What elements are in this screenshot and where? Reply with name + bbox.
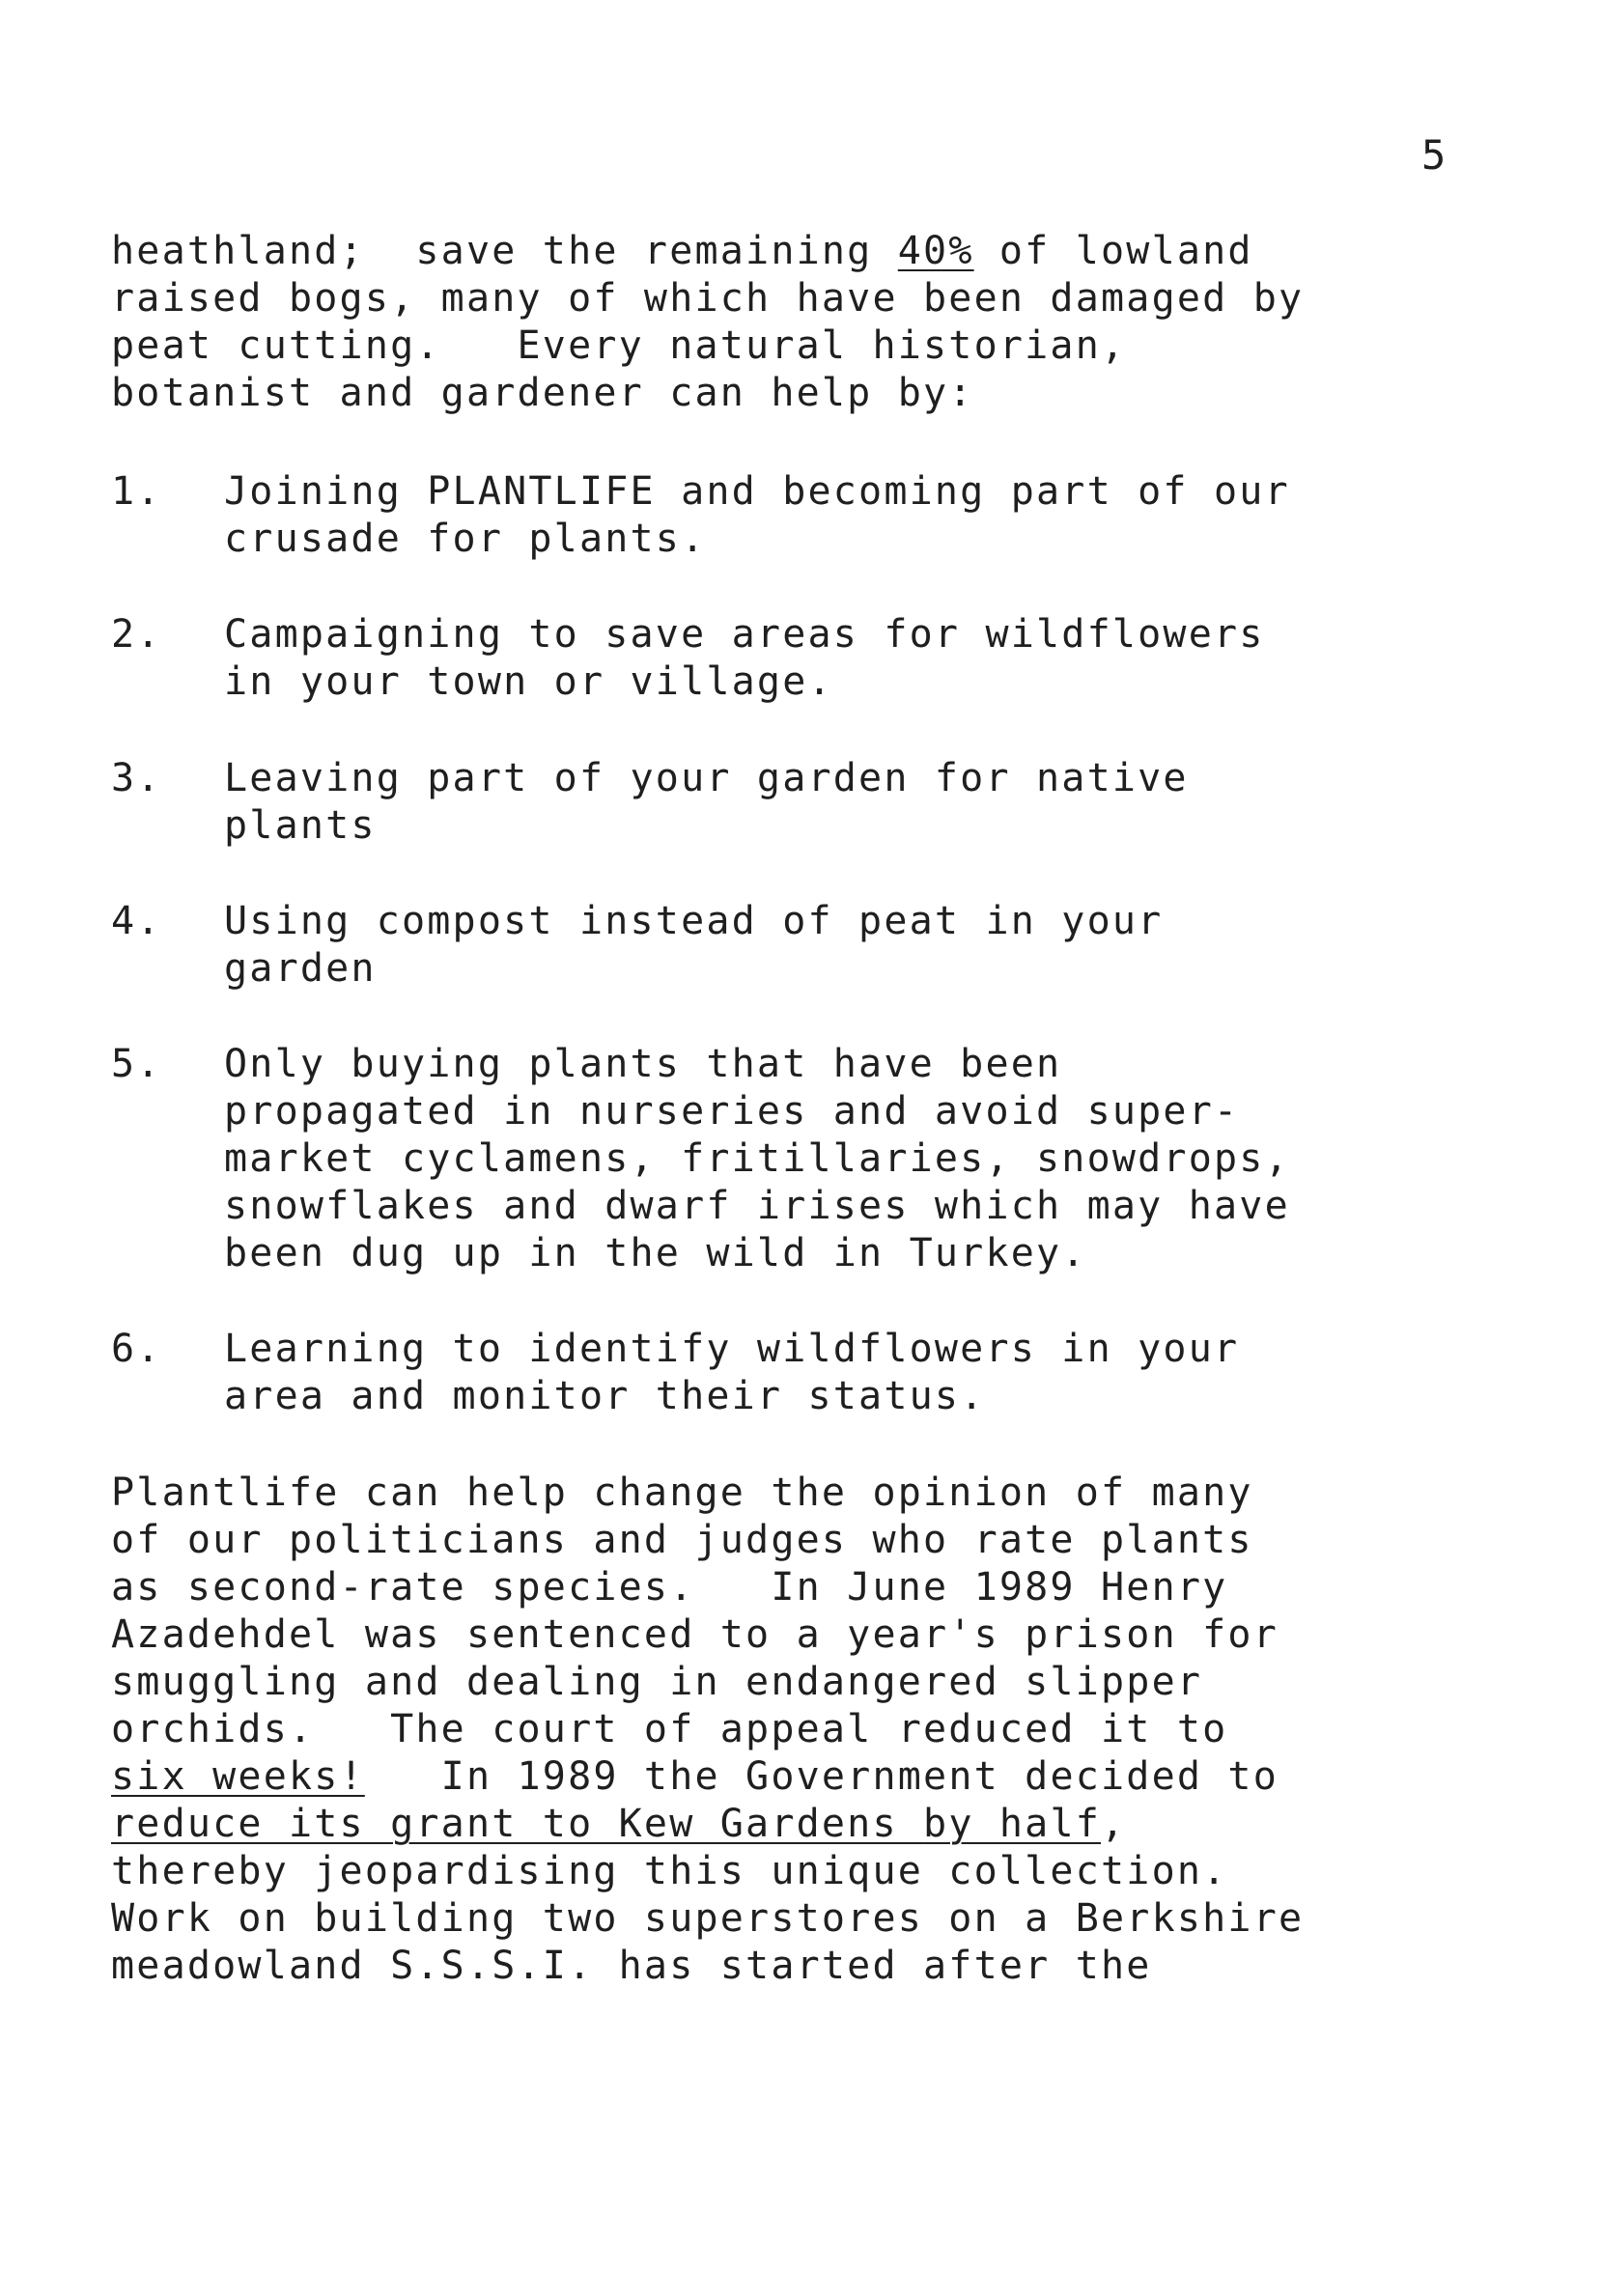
item-number: 1. [111, 469, 162, 514]
item-line: Campaigning to save areas for wildflowers [224, 612, 1265, 657]
item-number: 2. [111, 612, 162, 657]
underlined-by-half: by half [923, 1802, 1102, 1846]
item-line: snowflakes and dwarf irises which may have [224, 1184, 1290, 1228]
intro-paragraph [111, 228, 1482, 417]
closing-line: thereby jeopardising this unique collection. [111, 1849, 1228, 1893]
intro-line: peat cutting. Every natural historian, [111, 323, 1127, 368]
underlined-text: reduce its grant to Kew Gardens [111, 1802, 924, 1846]
intro-line [111, 228, 1482, 275]
item-line: in your town or village. [224, 659, 833, 704]
item-line: crusade for plants. [224, 517, 707, 561]
text-span: In 1989 the Government decided to [364, 1754, 1279, 1799]
item-text [224, 1041, 1479, 1277]
item-line: Using compost instead of peat in your [224, 899, 1164, 943]
closing-line: of our politicians and judges who rate plants [111, 1518, 1253, 1562]
item-line: plants [224, 803, 377, 848]
item-line: Learning to identify wildflowers in your [224, 1327, 1240, 1371]
text-span: heathland; save the remaining [111, 229, 898, 273]
closing-line: meadowland S.S.S.I. has started after the [111, 1944, 1152, 1988]
item-line: market cyclamens, fritillaries, snowdrops, [224, 1136, 1290, 1181]
item-text [224, 755, 1479, 850]
item-line: Joining PLANTLIFE and becoming part of our [224, 469, 1290, 514]
underlined-six-weeks: six weeks! [111, 1754, 365, 1799]
item-text [224, 468, 1479, 563]
item-line: propagated in nurseries and avoid super- [224, 1089, 1240, 1134]
item-number: 4. [111, 899, 162, 943]
closing-line: Plantlife can help change the opinion of many [111, 1470, 1253, 1515]
item-line: Leaving part of your garden for native [224, 756, 1189, 800]
item-number: 5. [111, 1042, 162, 1086]
item-line: been dug up in the wild in Turkey. [224, 1231, 1087, 1275]
page-number: 5 [1421, 131, 1448, 179]
closing-line: smuggling and dealing in endangered slipper [111, 1660, 1203, 1704]
item-number: 3. [111, 756, 162, 800]
closing-line [111, 1801, 1482, 1848]
item-number: 6. [111, 1327, 162, 1371]
closing-line: Work on building two superstores on a Berkshire [111, 1896, 1305, 1941]
closing-line: Azadehdel was sentenced to a year's prison for [111, 1612, 1279, 1657]
item-line: area and monitor their status. [224, 1374, 986, 1418]
intro-line: raised bogs, many of which have been damaged by [111, 276, 1305, 321]
intro-line: botanist and gardener can help by: [111, 371, 974, 415]
closing-line [111, 1753, 1482, 1801]
item-text [224, 611, 1479, 706]
text-span: of lowland [973, 229, 1253, 273]
text-span: , [1101, 1802, 1127, 1846]
underlined-percentage: 40% [897, 229, 974, 273]
closing-paragraph [111, 1470, 1482, 1990]
item-text [224, 1326, 1479, 1420]
item-line: Only buying plants that have been [224, 1042, 1062, 1086]
closing-line: as second-rate species. In June 1989 Henry [111, 1565, 1228, 1610]
closing-line: orchids. The court of appeal reduced it to [111, 1707, 1228, 1751]
item-line: garden [224, 946, 377, 991]
item-text [224, 898, 1479, 993]
